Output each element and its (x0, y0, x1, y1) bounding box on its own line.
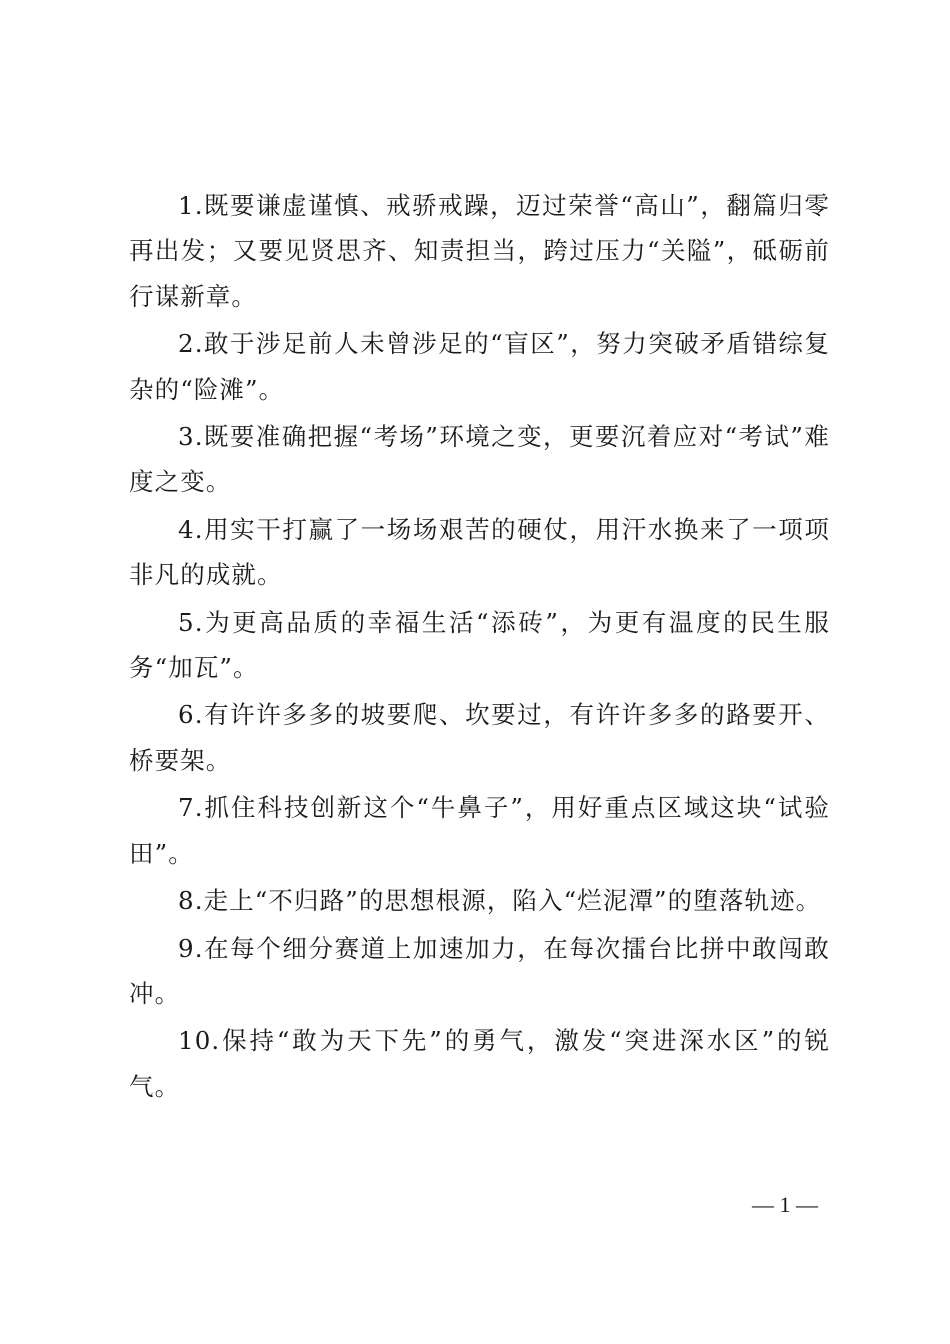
paragraph-9: 9.在每个细分赛道上加速加力，在每次擂台比拼中敢闯敢冲。 (129, 933, 830, 1008)
paragraph-6: 6.有许许多多的坡要爬、坎要过，有许许多多的路要开、桥要架。 (129, 700, 830, 775)
paragraph-4: 4.用实干打赢了一场场艰苦的硬仗，用汗水换来了一项项非凡的成就。 (129, 514, 830, 590)
paragraph-10: 10.保持“敢为天下先”的勇气，激发“突进深水区”的锐气。 (129, 1026, 830, 1101)
paragraph-8: 8.走上“不归路”的思想根源，陷入“烂泥潭”的堕落轨迹。 (178, 886, 822, 916)
paragraph-3: 3.既要准确把握“考场”环境之变，更要沉着应对“考试”难度之变。 (129, 422, 830, 497)
paragraph-1: 1.既要谦虚谨慎、戒骄戒躁，迈过荣誉“高山”，翻篇归零再出发；又要见贤思齐、知责担当，跨过压力“关隘”，砥砺前行谋新章。 (129, 191, 830, 311)
paragraph-5: 5.为更高品质的幸福生活“添砖”，为更有温度的民生服务“加瓦”。 (129, 607, 830, 683)
paragraph-7: 7.抓住科技创新这个“牛鼻子”，用好重点区域这块“试验田”。 (129, 793, 830, 868)
paragraph-2: 2.敢于涉足前人未曾涉足的“盲区”，努力突破矛盾错综复杂的“险滩”。 (129, 329, 830, 404)
document-body (129, 183, 830, 1111)
page-number: — 1 — (752, 1192, 818, 1217)
